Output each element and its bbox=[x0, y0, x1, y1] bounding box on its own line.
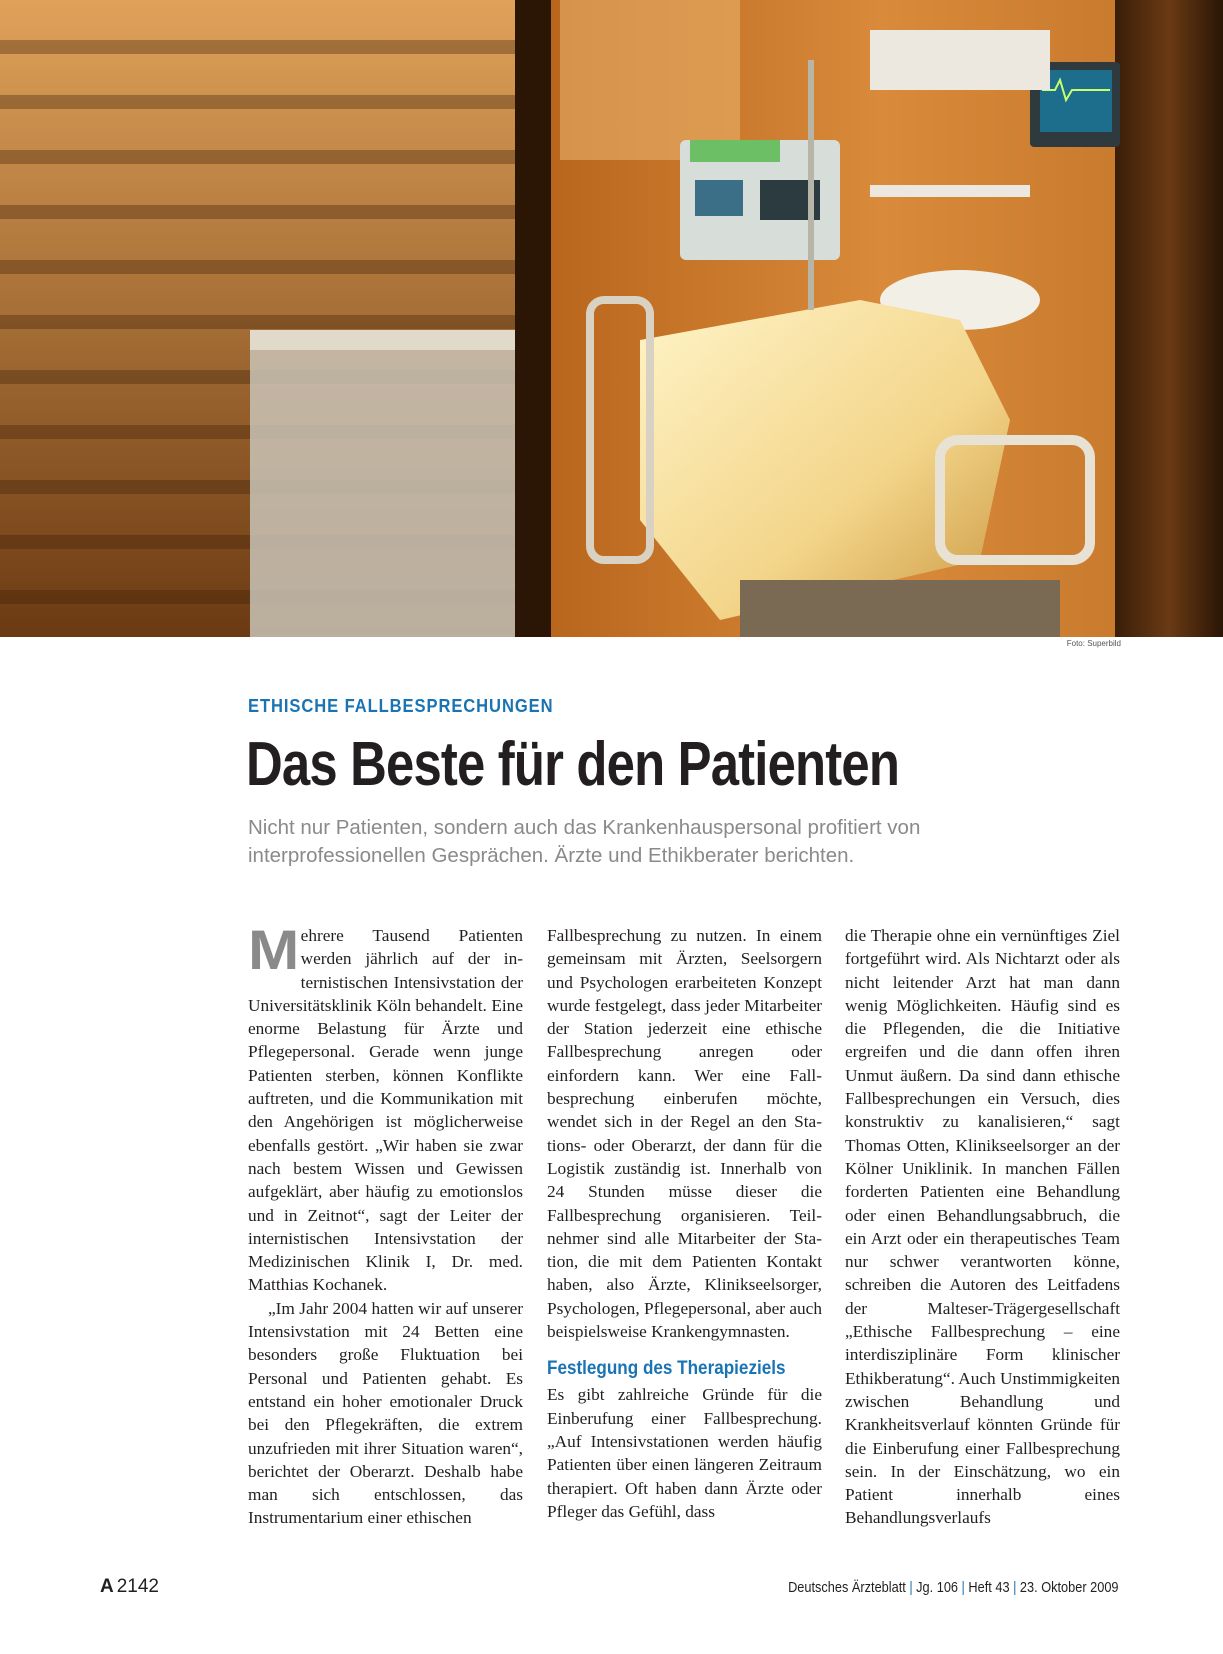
folio-number: 2142 bbox=[116, 1576, 160, 1597]
article-subtitle: Nicht nur Patienten, sondern auch das Krankenhauspersonal profitiert von interprofessionellen Gesprächen. Ärzte und Ethikberater berichten. bbox=[248, 816, 921, 867]
page-number bbox=[100, 1576, 159, 1598]
intensive-care-room-illustration bbox=[0, 0, 1223, 637]
drop-cap: M bbox=[248, 924, 300, 981]
section-kicker: ETHISCHE FALLBESPRECHUNGEN bbox=[248, 696, 554, 716]
photo-credit: Foto: Superbild bbox=[1066, 639, 1121, 648]
folio-letter: A bbox=[100, 1576, 114, 1597]
article-paragraph: Fallbesprechung zu nutzen. In einem gemeinsam mit Ärzten, Seelsorgern und Psychologen erarbeiteten Konzept wurde festgelegt, dass jeder Mitarbeiter der Station jederzeit eine ethische Fallbesprechung anregen oder einfordern kann. Wer eine Fallbesprechung einberufen möchte, wendet sich in der Regel an den Stations- oder Oberarzt, der dann für die Logistik zuständig ist. Innerhalb von 24 Stunden müsse dieser die Fallbesprechung organisieren. Teilnehmer sind alle Mitarbeiter der Station, die mit dem Patienten Kontakt haben, also Ärzte, Klinikseelsorger, Psychologen, Pflegepersonal, aber auch beispielsweise Krankengymnasten. bbox=[547, 926, 822, 1342]
footer-separator: | bbox=[962, 1580, 966, 1596]
article-paragraph: Es gibt zahlreiche Gründe für die Einberufung einer Fallbesprechung. „Auf Intensivstationen werden häufig Patienten über einen längeren Zeitraum therapiert. Oft haben dann Ärzte oder Pfleger das Gefühl, dass bbox=[547, 1385, 822, 1521]
journal-issue: Heft 43 bbox=[968, 1580, 1011, 1596]
article-subheading: Festlegung des Therapieziels bbox=[547, 1358, 786, 1380]
journal-date: 23. Oktober 2009 bbox=[1020, 1580, 1119, 1596]
hero-photo bbox=[0, 0, 1223, 637]
footer-separator: | bbox=[909, 1580, 914, 1596]
article-headline: Das Beste für den Patienten bbox=[246, 730, 900, 799]
article-column-3 bbox=[845, 924, 1120, 1554]
article-paragraph: die Therapie ohne ein vernünftiges Ziel fortgeführt wird. Als Nichtarzt oder als nicht leitender Arzt hat man dann wenig Möglichkeiten. Häufig sind es die Pflegenden, die die Initiative ergreifen und die dann offen ihren Unmut äußern. Da sind dann ethische Fallbesprechungen ein Versuch, dies konstruktiv zu kanalisieren,“ sagt Thomas Otten, Klinikseelsorger an der Kölner Uniklinik. In manchen Fällen forderten Patienten eine Behandlung oder einen Behandlungsabbruch, die ein Arzt oder ein therapeutisches Team nur schwer verantworten könne, schreiben die Autoren des Leitfadens der Malteser-Trägergesellschaft „Ethische Fallbesprechung – eine interdisziplinäre Form klinischer Ethikberatung“. Auch Unstimmigkeiten zwischen Behandlung und Krankheitsverlauf könnten Gründe für die Einberufung einer Fallbesprechung sein. In der Einschätzung, wo ein Patient innerhalb eines Behandlungsverlaufs bbox=[845, 926, 1120, 1528]
journal-name: Deutsches Ärzteblatt bbox=[788, 1580, 907, 1596]
article-paragraph: „Im Jahr 2004 hatten wir auf unserer Intensivstation mit 24 Betten eine besonders große Fluktuation bei Personal und Patienten gehabt. Es entstand ein hoher emotionaler Druck bei den Pflegekräften, die extrem unzufrieden mit ihrer Situation waren“, berichtet der Oberarzt. Deshalb habe man sich entschlossen, das Instrumentarium einer ethischen bbox=[248, 1298, 523, 1528]
article-column-1 bbox=[248, 924, 523, 1554]
article-paragraph bbox=[248, 924, 523, 1297]
article-column-2 bbox=[547, 924, 822, 1554]
journal-footer bbox=[789, 1580, 1119, 1596]
journal-volume: Jg. 106 bbox=[916, 1580, 959, 1596]
footer-separator: | bbox=[1013, 1580, 1017, 1596]
paragraph-text: ehrere Tausend Patienten werden jährlich auf der internistischen Intensivstation der Universitätsklinik Köln behandelt. Eine enorme Belastung für Ärzte und Pflegepersonal. Gerade wenn junge Patienten sterben, können Konflikte auftreten, und die Kommunikation mit den Angehörigen ist möglicherweise ebenfalls gestört. „Wir haben sie zwar nach bestem Wissen und Gewissen aufgeklärt, aber häufig zu emotionslos und in Zeitnot“, sagt der Leiter der internistischen Intensivstation der Medizinischen Klinik I, Dr. med. Matthias Kochanek. bbox=[248, 926, 523, 1295]
